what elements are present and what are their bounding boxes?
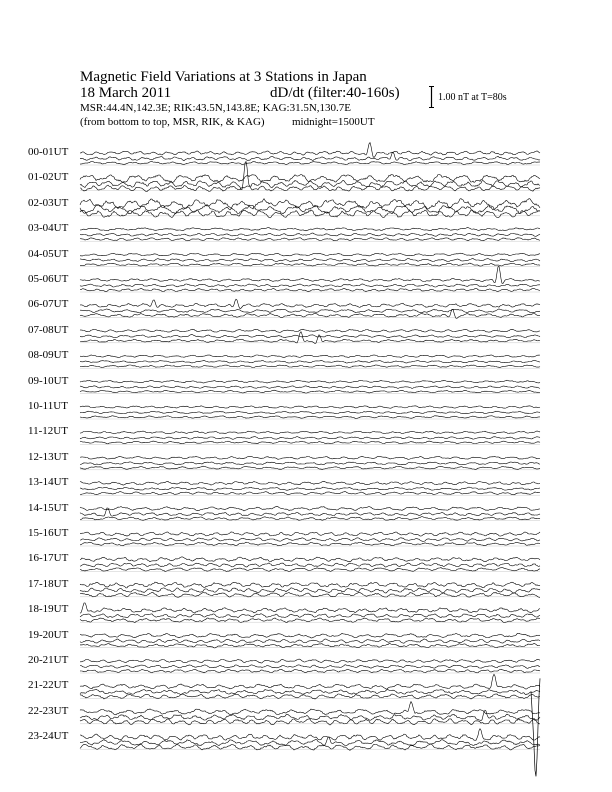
hour-label-08-09UT: 08-09UT [28,349,69,362]
trace-08-09UT-KAG [80,355,540,358]
trace-06-07UT-MSR [80,309,540,318]
chart-quantity: dD/dt (filter:40-160s) [270,85,400,101]
trace-07-08UT-RIK [80,335,540,338]
trace-17-18UT-RIK [80,588,540,593]
trace-16-17UT-MSR [80,567,540,571]
trace-09-10UT-RIK [80,386,540,389]
hour-label-15-16UT: 15-16UT [28,527,69,539]
trace-20-21UT-KAG [80,659,540,663]
trace-00-01UT-KAG [80,143,540,158]
trace-18-19UT-KAG [80,603,540,613]
chart-title: Magnetic Field Variations at 3 Stations in Japan [80,69,367,85]
trace-02-03UT-KAG [80,199,540,209]
hour-label-22-23UT: 22-23UT [28,704,69,717]
trace-21-22UT-KAG [80,674,540,689]
hour-label-14-15UT: 14-15UT [28,501,69,514]
trace-18-19UT-MSR [80,618,540,623]
hour-label-00-01UT: 00-01UT [28,146,69,158]
hour-label-05-06UT: 05-06UT [28,273,69,285]
trace-05-06UT-MSR [80,288,540,291]
trace-08-09UT-MSR [80,365,540,368]
trace-06-07UT-RIK [80,309,540,313]
trace-14-15UT-RIK [80,508,540,516]
trace-04-05UT-MSR [80,263,540,266]
trace-20-21UT-MSR [80,669,540,673]
hour-label-17-18UT: 17-18UT [28,577,69,590]
trace-03-04UT-MSR [80,238,540,241]
trace-19-20UT-MSR [80,643,540,648]
trace-23-24UT-RIK [80,737,540,746]
trace-15-16UT-RIK [80,538,540,542]
trace-13-14UT-KAG [80,481,540,485]
trace-14-15UT-KAG [80,507,540,511]
hour-label-19-20UT: 19-20UT [28,628,69,641]
hour-label-20-21UT: 20-21UT [28,654,69,666]
hour-label-09-10UT: 09-10UT [28,374,69,387]
trace-17-18UT-KAG [80,582,540,588]
hour-label-04-05UT: 04-05UT [28,247,69,260]
trace-22-23UT-KAG [80,702,540,715]
trace-04-05UT-KAG [80,253,540,256]
trace-13-14UT-RIK [80,487,540,490]
hour-label-18-19UT: 18-19UT [28,603,69,616]
hour-label-10-11UT: 10-11UT [28,400,68,412]
trace-10-11UT-KAG [80,406,540,408]
trace-11-12UT-MSR [80,441,540,444]
trace-03-04UT-RIK [80,233,540,236]
hour-label-13-14UT: 13-14UT [28,476,69,489]
hour-label-03-04UT: 03-04UT [28,222,69,235]
trace-18-19UT-RIK [80,614,540,618]
hour-label-11-12UT: 11-12UT [28,425,68,438]
hour-label-12-13UT: 12-13UT [28,450,69,463]
trace-15-16UT-MSR [80,542,540,546]
hour-label-07-08UT: 07-08UT [28,323,69,336]
trace-14-15UT-MSR [80,517,540,521]
stations-line: MSR:44.4N,142.3E; RIK:43.5N,143.8E; KAG:31.5N,130.7E [80,102,352,114]
trace-13-14UT-MSR [80,492,540,495]
trace-05-06UT-RIK [80,284,540,287]
trace-04-05UT-RIK [80,259,540,262]
trace-20-21UT-RIK [80,665,540,669]
trace-05-06UT-KAG [80,266,540,283]
trace-10-11UT-RIK [80,411,540,414]
trace-16-17UT-RIK [80,563,540,567]
trace-00-01UT-MSR [80,161,540,164]
hour-label-02-03UT: 02-03UT [28,196,69,209]
trace-03-04UT-KAG [80,228,540,231]
hour-label-01-02UT: 01-02UT [28,171,69,184]
trace-08-09UT-RIK [80,361,540,364]
hour-label-21-22UT: 21-22UT [28,679,69,692]
trace-23-24UT-KAG [80,729,540,741]
trace-15-16UT-KAG [80,532,540,536]
trace-19-20UT-KAG [80,633,540,638]
trace-06-07UT-KAG [80,299,540,308]
trace-10-11UT-MSR [80,416,540,419]
trace-07-08UT-KAG [80,329,540,332]
midnight-note: midnight=1500UT [292,116,375,128]
trace-19-20UT-RIK [80,639,540,643]
hour-label-23-24UT: 23-24UT [28,730,69,743]
trace-09-10UT-MSR [80,390,540,393]
chart-date: 18 March 2011 [80,85,172,101]
trace-11-12UT-RIK [80,437,540,440]
scale-label: 1.00 nT at T=80s [438,92,507,103]
order-note: (from bottom to top, MSR, RIK, & KAG) [80,116,265,128]
trace-12-13UT-RIK [80,462,540,465]
hour-label-16-17UT: 16-17UT [28,552,69,565]
trace-01-02UT-MSR [80,185,540,192]
trace-09-10UT-KAG [80,380,540,383]
trace-07-08UT-MSR [80,332,540,344]
trace-16-17UT-KAG [80,557,540,562]
trace-12-13UT-MSR [80,466,540,469]
trace-11-12UT-KAG [80,431,540,434]
hour-label-06-07UT: 06-07UT [28,298,69,311]
end-excursion-trace [531,678,540,776]
trace-21-22UT-RIK [80,689,540,695]
trace-02-03UT-MSR [80,210,540,218]
trace-12-13UT-KAG [80,456,540,459]
